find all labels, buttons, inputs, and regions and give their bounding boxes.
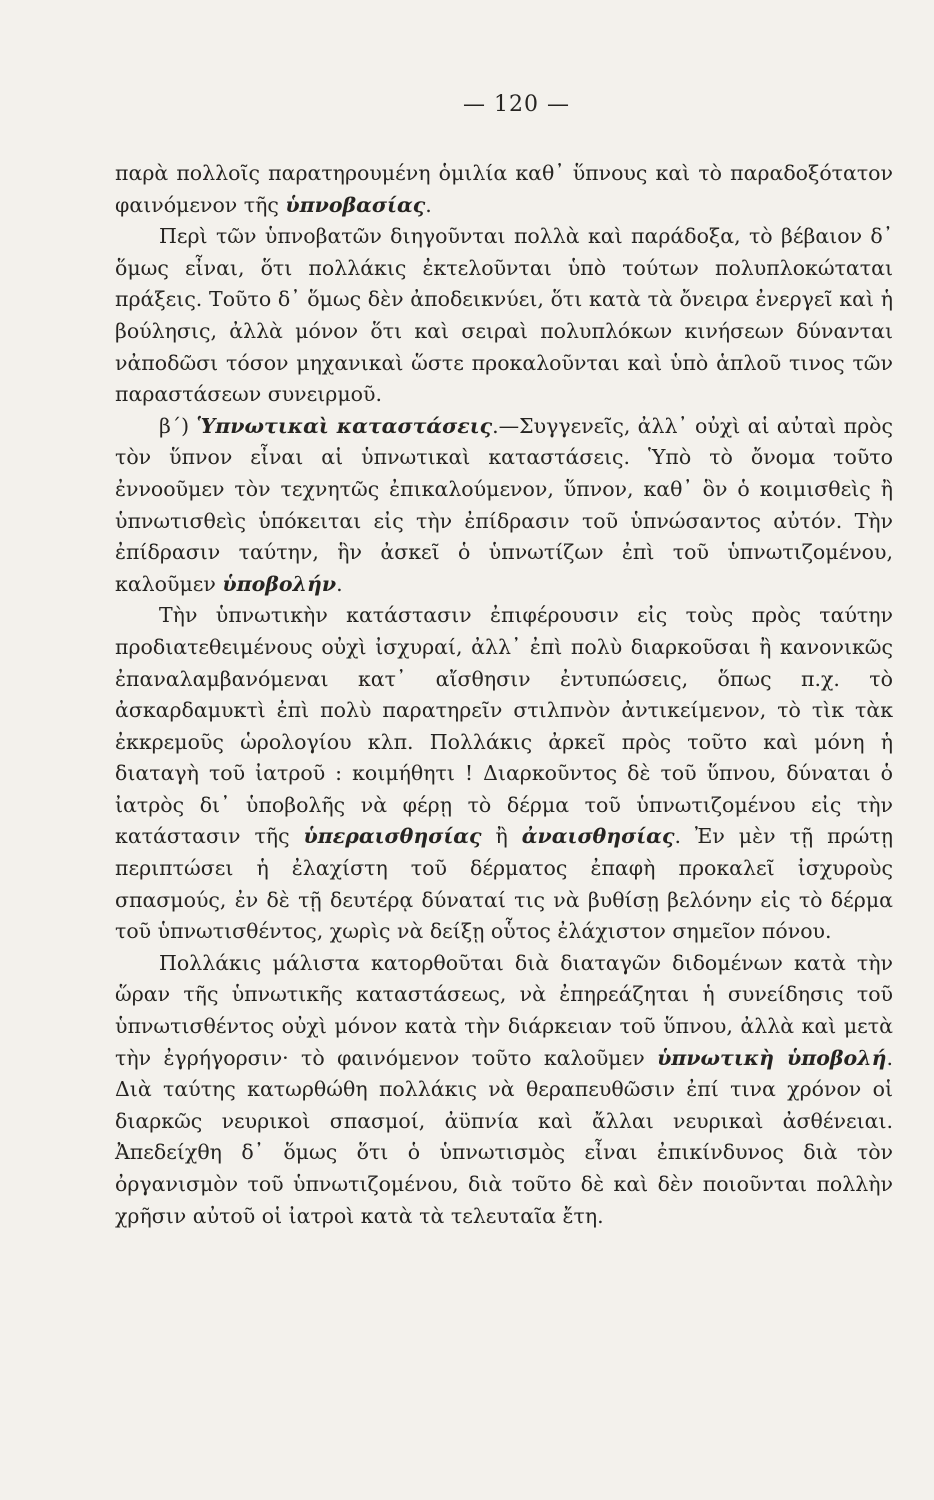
paragraph [115, 600, 893, 948]
paragraph-text: . Διὰ ταύτης κατωρθώθη πολλάκις νὰ θεραπευθῶσιν ἐπί τινα χρόνον οἱ διαρκῶς νευρικοὶ σπασμοί, ἀϋπνία καὶ ἄλλαι νευρικαὶ ἀσθένειαι. Ἀπεδείχθη δ᾽ ὅμως ὅτι ὁ ὑπνωτισμὸς εἶναι ἐπικίνδυνος διὰ τὸν ὀργανισμὸν τοῦ ὑπνωτιζομένου, διὰ τοῦτο δὲ καὶ δὲν ποιοῦνται πολλὴν χρῆσιν αὐτοῦ οἱ ἰατροὶ κατὰ τὰ τελευταῖα ἔτη. [115, 1045, 894, 1228]
emphasized-term: ὑπνωτικὴ ὑποβολή [657, 1045, 887, 1070]
paragraph-text: Πολλάκις μάλιστα κατορθοῦται διὰ διαταγῶν διδομένων κατὰ τὴν ὥραν τῆς ὑπνωτικῆς καταστάσεως, νὰ ἐπηρεάζηται ἡ συνείδησις τοῦ ὑπνωτισθέντος οὐχὶ μόνον κατὰ τὴν διάρκειαν τοῦ ὕπνου, ἀλλὰ καὶ μετὰ τὴν ἐγρήγορσιν· τὸ φαινόμενον τοῦτο καλοῦμεν [115, 950, 893, 1070]
paragraph [115, 221, 893, 411]
body-text [115, 158, 893, 1232]
page-number: — 120 — [463, 92, 570, 117]
paragraph-text: β΄) [159, 413, 197, 438]
paragraph-text: ἢ [481, 824, 522, 849]
paragraph-text: . [336, 571, 343, 596]
paragraph-text: . Ἐν μὲν τῇ πρώτῃ περιπτώσει ἡ ἐλαχίστη τοῦ δέρματος ἐπαφὴ προκαλεῖ ἰσχυροὺς σπασμούς, ἐν δὲ τῇ δευτέρᾳ δύναταί τις νὰ βυθίσῃ βελόνην εἰς τὸ δέρμα τοῦ ὑπνωτισθέντος, χωρὶς νὰ δείξῃ οὗτος ἐλάχιστον σημεῖον πόνου. [115, 824, 893, 944]
paragraph [115, 158, 893, 221]
emphasized-term: ὑπεραισθησίας [303, 824, 482, 849]
emphasized-term: ὑπνοβασίας [285, 192, 426, 217]
paragraph-text: .—Συγγενεῖς, ἀλλ᾽ οὐχὶ αἱ αὐταὶ πρὸς τὸν ὕπνον εἶναι αἱ ὑπνωτικαὶ καταστάσεις. Ὑπὸ τὸ ὄνομα τοῦτο ἐννοοῦμεν τὸν τεχνητῶς ἐπικαλούμενον, ὕπνον, καθ᾽ ὃν ὁ κοιμισθεὶς ἢ ὑπνωτισθεὶς ὑπόκειται εἰς τὴν ἐπίδρασιν τοῦ ὑπνώσαντος αὐτόν. Τὴν ἐπίδρασιν ταύτην, ἣν ἀσκεῖ ὁ ὑπνωτίζων ἐπὶ τοῦ ὑπνωτιζομένου, καλοῦμεν [115, 413, 893, 596]
emphasized-term: ἀναισθησίας [521, 824, 675, 849]
emphasized-term: Ὑπνωτικαὶ καταστάσεις [196, 413, 493, 438]
emphasized-term: ὑποβολήν [222, 571, 337, 596]
paragraph [115, 411, 893, 601]
paragraph-text: Περὶ τῶν ὑπνοβατῶν διηγοῦνται πολλὰ καὶ παράδοξα, τὸ βέβαιον δ᾽ ὅμως εἶναι, ὅτι πολλάκις ἐκτελοῦνται ὑπὸ τούτων πολυπλοκώταται πράξεις. Τοῦτο δ᾽ ὅμως δὲν ἀποδεικνύει, ὅτι κατὰ τὰ ὄνειρα ἐνεργεῖ καὶ ἡ βούλησις, ἀλλὰ μόνον ὅτι καὶ σειραὶ πολυπλόκων κινήσεων δύνανται νἀποδῶσι τόσον μηχανικαὶ ὥστε προκαλοῦνται καὶ ὑπὸ ἁπλοῦ τινος τῶν παραστάσεων συνειρμοῦ. [115, 224, 893, 407]
paragraph [115, 948, 893, 1232]
paragraph-text: Τὴν ὑπνωτικὴν κατάστασιν ἐπιφέρουσιν εἰς τοὺς πρὸς ταύτην προδιατεθειμένους οὐχὶ ἰσχυραί, ἀλλ᾽ ἐπὶ πολὺ διαρκοῦσαι ἢ κανονικῶς ἐπαναλαμβανόμεναι κατ᾽ αἴσθησιν ἐντυπώσεις, ὅπως π.χ. τὸ ἀσκαρδαμυκτὶ ἐπὶ πολὺ παρατηρεῖν στιλπνὸν ἀντικείμενον, τὸ τὶκ τὰκ ἐκκρεμοῦς ὡρολογίου κλπ. Πολλάκις ἀρκεῖ πρὸς τοῦτο καὶ μόνη ἡ διαταγὴ τοῦ ἰατροῦ : κοιμήθητι ! Διαρκοῦντος δὲ τοῦ ὕπνου, δύναται ὁ ἰατρὸς δι᾽ ὑποβολῆς νὰ φέρῃ τὸ δέρμα τοῦ ὑπνωτιζομένου εἰς τὴν κατάστασιν τῆς [115, 603, 893, 849]
paragraph-text: παρὰ πολλοῖς παρατηρουμένη ὁμιλία καθ᾽ ὕπνους καὶ τὸ παραδοξότατον φαινόμενον τῆς [115, 161, 893, 217]
paragraph-text: . [425, 192, 432, 217]
